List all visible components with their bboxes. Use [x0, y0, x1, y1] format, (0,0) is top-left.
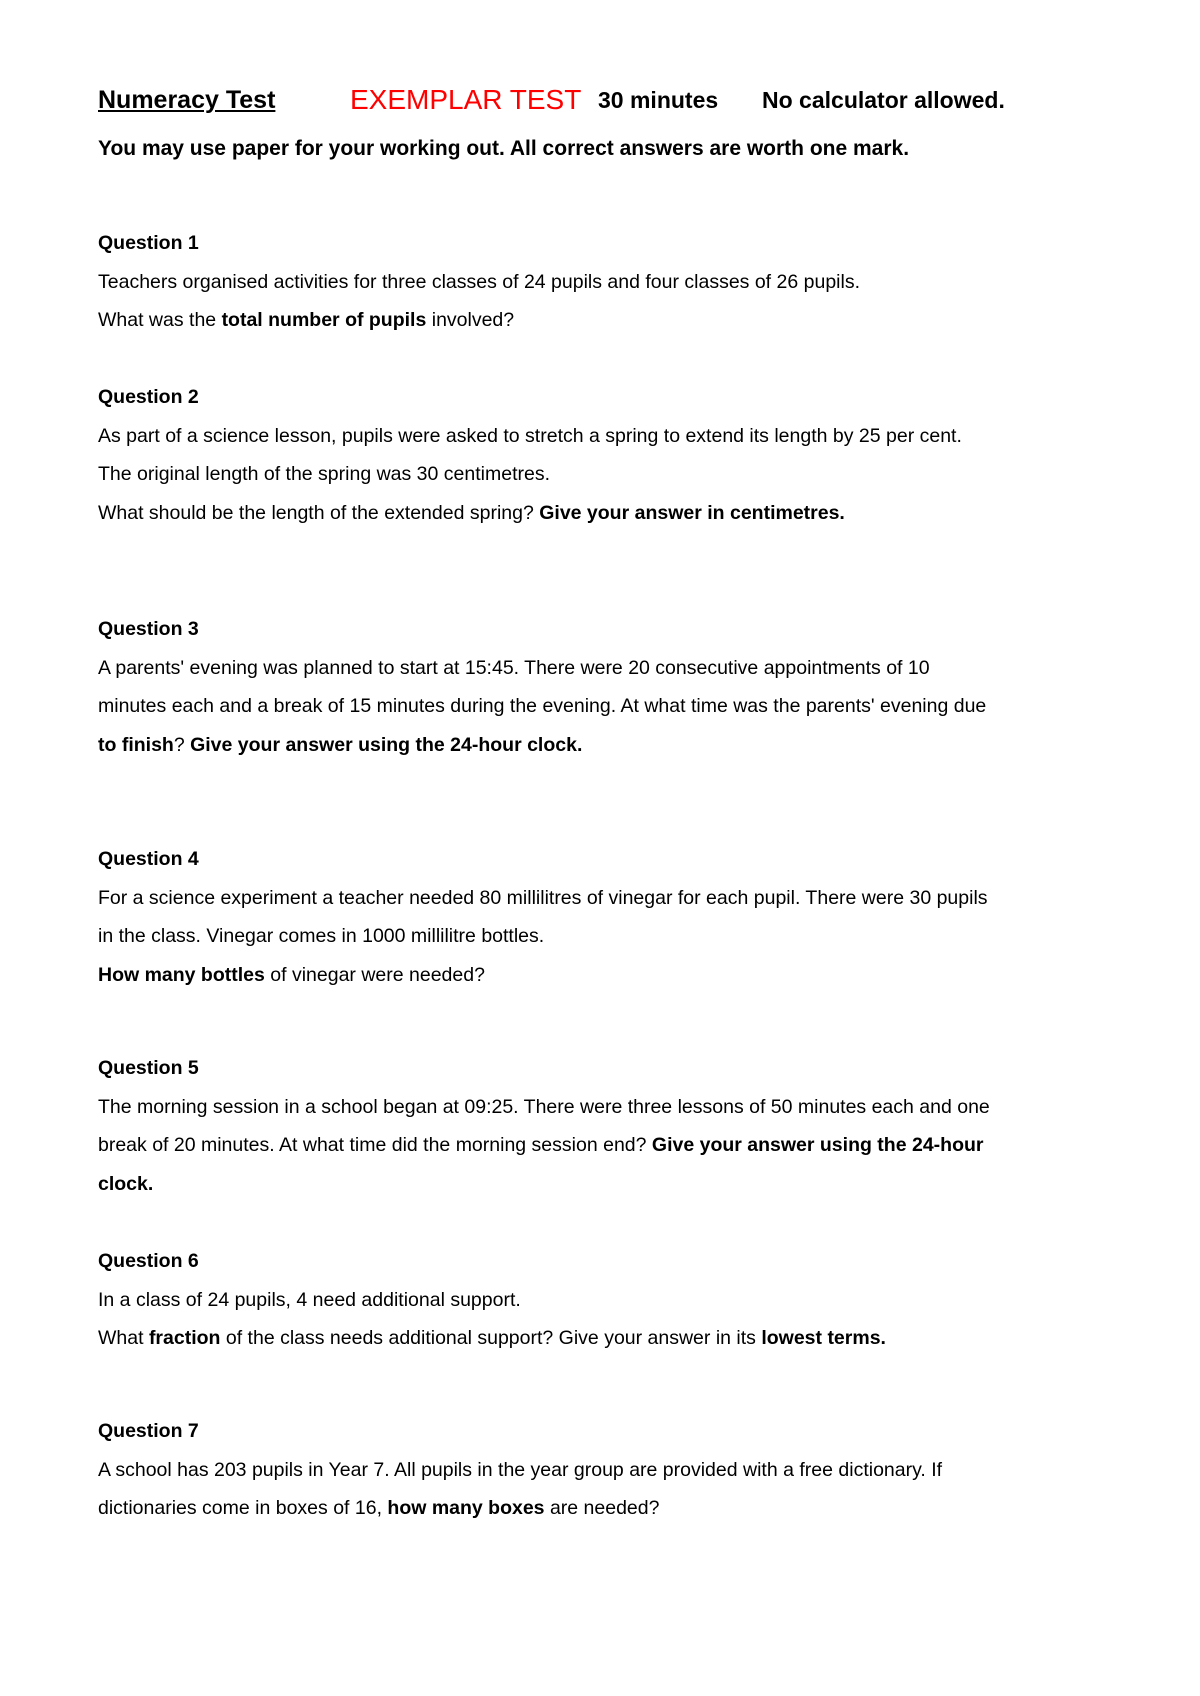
question-text: ?: [173, 733, 191, 756]
question-text: of vinegar were needed?: [264, 963, 485, 986]
question-text-line: [98, 726, 986, 765]
calculator-rule: No calculator allowed.: [762, 87, 1005, 113]
question-heading: Question 2: [98, 386, 199, 408]
emphasis-text: total number of pupils: [221, 309, 427, 331]
question-text-line: [98, 455, 962, 494]
question-7: [98, 1412, 942, 1528]
question-text-line: [98, 879, 988, 918]
question-text: dictionaries come in boxes of 16,: [98, 1497, 388, 1519]
emphasis-text: Give your answer using the 24-hour: [651, 1134, 984, 1156]
emphasis-text: Give your answer in centimetres.: [539, 501, 845, 524]
question-text-line: [98, 263, 860, 302]
question-text-line: [98, 649, 986, 688]
question-heading: Question 6: [98, 1250, 199, 1272]
question-heading: Question 7: [98, 1420, 199, 1442]
question-heading: Question 3: [98, 618, 199, 640]
question-text: What was the: [98, 309, 222, 331]
question-text-line: [98, 1088, 990, 1127]
question-1: [98, 224, 860, 340]
question-text: The morning session in a school began at 09:25. There were three lessons of 50 minutes each and one: [98, 1095, 990, 1118]
question-text-line: [98, 301, 860, 340]
question-text: The original length of the spring was 30 centimetres.: [98, 463, 550, 485]
test-title: Numeracy Test: [98, 86, 276, 114]
question-text: of the class needs additional support? Give your answer in its: [220, 1327, 762, 1349]
question-6: [98, 1242, 886, 1358]
question-text: What should be the length of the extended spring?: [98, 501, 540, 524]
question-heading: Question 1: [98, 232, 199, 254]
question-text-line: [98, 1319, 886, 1358]
exemplar-label: EXEMPLAR TEST: [350, 84, 582, 115]
question-text: minutes each and a break of 15 minutes during the evening. At what time was the parents' evening due: [98, 695, 987, 717]
question-4: [98, 840, 988, 994]
question-text: For a science experiment a teacher needed 80 millilitres of vinegar for each pupil. There were 30 pupils: [98, 886, 988, 909]
question-text-line: [98, 1126, 990, 1165]
question-text: In a class of 24 pupils, 4 need additional support.: [98, 1288, 521, 1311]
question-text-line: [98, 417, 962, 456]
question-text-line: [98, 1489, 942, 1528]
question-heading: Question 4: [98, 848, 199, 870]
question-text: A parents' evening was planned to start at 15:45. There were 20 consecutive appointments of 10: [98, 656, 930, 679]
test-duration: 30 minutes: [598, 87, 719, 113]
question-text-line: [98, 917, 988, 956]
question-text-line: [98, 687, 986, 726]
question-5: [98, 1049, 990, 1203]
question-text-line: [98, 956, 988, 995]
emphasis-text: how many boxes: [387, 1497, 545, 1519]
question-text: Teachers organised activities for three classes of 24 pupils and four classes of 26 pupils.: [98, 270, 860, 293]
question-text: are needed?: [544, 1497, 660, 1519]
emphasis-text: to finish: [98, 733, 174, 756]
question-text-line: [98, 1281, 886, 1320]
question-text-line: [98, 1165, 990, 1204]
question-text: A school has 203 pupils in Year 7. All pupils in the year group are provided with a free dictionary. If: [98, 1458, 943, 1481]
question-text: break of 20 minutes. At what time did the morning session end?: [98, 1134, 652, 1156]
emphasis-text: clock.: [98, 1172, 154, 1195]
question-text: in the class. Vinegar comes in 1000 millilitre bottles.: [98, 925, 545, 947]
question-heading: Question 5: [98, 1057, 199, 1079]
question-text-line: [98, 1451, 942, 1490]
question-text: What: [98, 1327, 149, 1349]
question-3: [98, 610, 986, 764]
question-2: [98, 378, 962, 532]
emphasis-text: Give your answer using the 24-hour clock.: [190, 733, 583, 756]
emphasis-text: How many bottles: [98, 963, 265, 986]
question-text-line: [98, 494, 962, 533]
test-instructions: You may use paper for your working out. All correct answers are worth one mark.: [98, 137, 910, 160]
emphasis-text: fraction: [148, 1327, 221, 1349]
emphasis-text: lowest terms.: [761, 1327, 886, 1349]
question-text: As part of a science lesson, pupils were asked to stretch a spring to extend its length by 25 per cent.: [98, 424, 962, 447]
question-text: involved?: [426, 309, 515, 331]
